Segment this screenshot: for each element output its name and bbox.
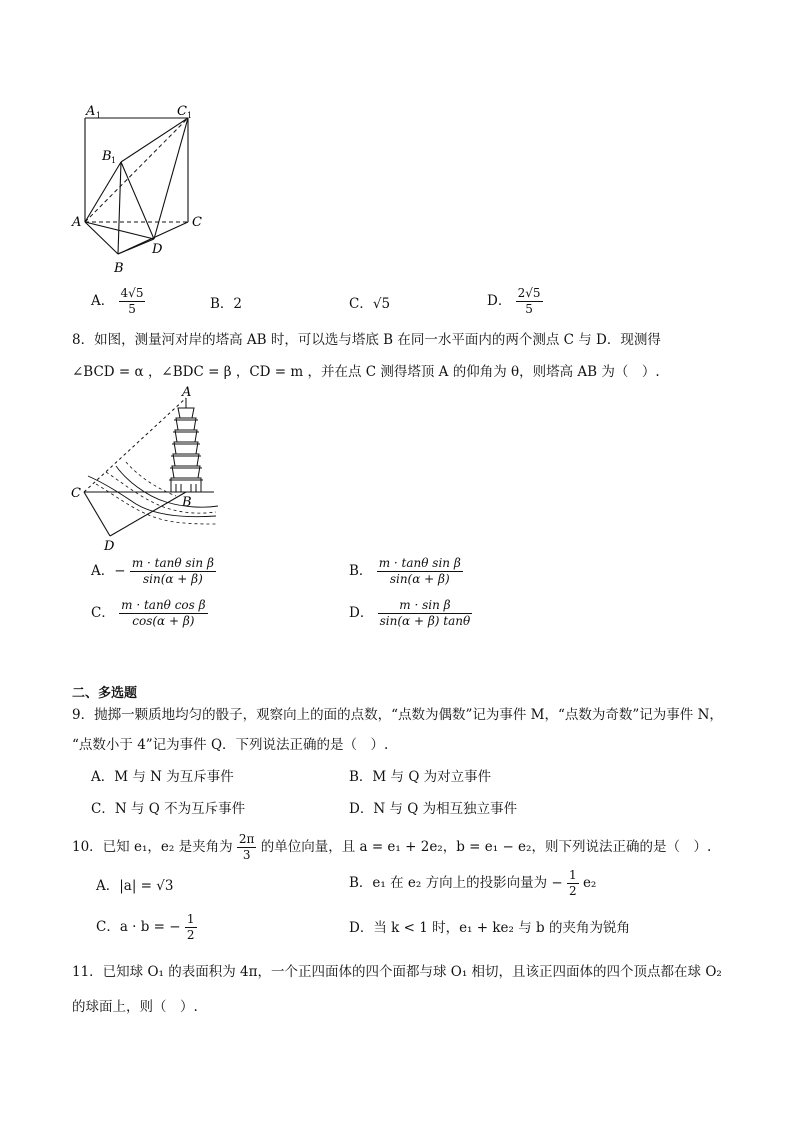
q9-option-b[interactable]: B．M 与 Q 为对立事件 xyxy=(349,769,492,785)
section-title: 二、多选题 xyxy=(72,686,138,701)
q11-line-1: 11．已知球 O₁ 的表面积为 4π，一个正四面体的四个面都与球 O₁ 相切，且该正四面体的四个顶点都在球 O₂ xyxy=(72,964,722,980)
fraction: $\frac{4√5}{5}$ xyxy=(120,286,144,316)
option-letter: C． xyxy=(91,605,115,621)
fraction: $\frac{\text{m · tanθ cos β}}{\cos(\alpha + \beta)}$ xyxy=(121,598,206,628)
q8-option-a[interactable] xyxy=(91,556,216,587)
q9-option-d[interactable]: D．N 与 Q 为相互独立事件 xyxy=(349,801,518,817)
fraction: $\frac{\text{m · tanθ sin β}}{\sin(\alpha + \beta)}$ xyxy=(378,556,461,586)
q9-line-1: 9．抛掷一颗质地均匀的骰子，观察向上的面的点数，“点数为偶数”记为事件 M，“点数为奇数”记为事件 N， xyxy=(72,707,723,723)
q10-suffix: 的单位向量，且 a = e₁ + 2e₂，b = e₁ − e₂，则下列说法正确的是（ ）. xyxy=(260,839,712,855)
q9-option-c[interactable]: C．N 与 Q 不为互斥事件 xyxy=(91,801,246,817)
label-b: B xyxy=(114,261,124,276)
option-letter: D． xyxy=(349,605,374,621)
option-text: √5 xyxy=(372,296,391,312)
label-c: C xyxy=(71,486,81,501)
q7-option-b[interactable] xyxy=(210,293,242,315)
q9-line-2: “点数小于 4”记为事件 Q．下列说法正确的是（ ）. xyxy=(72,737,389,753)
fraction: $\frac{1}{2}$ xyxy=(186,912,195,942)
q8-line-1: 8．如图，测量河对岸的塔高 AB 时，可以选与塔底 B 在同一水平面内的两个测点 C 与 D．现测得 xyxy=(72,332,661,348)
option-text-suffix: e₂ xyxy=(582,875,597,891)
label-b1-sub: 1 xyxy=(111,156,117,165)
label-a: A xyxy=(182,385,192,400)
fraction: $\frac{1}{2}$ xyxy=(569,868,577,898)
label-a1: A xyxy=(86,104,96,119)
label-c1: C xyxy=(177,104,187,119)
tower-figure xyxy=(66,384,226,554)
option-letter: B． xyxy=(349,563,373,579)
prism-figure xyxy=(66,96,216,281)
option-letter: A． xyxy=(91,293,115,309)
q8-line-2: ∠BCD = α ，∠BDC = β ，CD = m ，并在点 C 测得塔顶 A 的仰角为 θ，则塔高 AB 为（ ）. xyxy=(72,364,660,380)
q8-option-d[interactable] xyxy=(349,598,472,629)
label-b1: B xyxy=(102,149,112,164)
label-d: D xyxy=(152,242,163,257)
option-letter: D． xyxy=(487,293,512,309)
q10-prefix: 10．已知 e₁，e₂ 是夹角为 xyxy=(72,839,233,855)
option-letter: B． xyxy=(210,296,234,312)
q7-option-c[interactable] xyxy=(349,293,390,315)
q10-option-c[interactable] xyxy=(96,912,197,943)
option-letter: A． xyxy=(91,563,115,579)
label-a1-sub: 1 xyxy=(96,111,102,120)
q8-option-b[interactable] xyxy=(349,556,463,587)
angle-fraction: $\frac{2\pi}{3}$ xyxy=(238,832,255,862)
label-c1-sub: 1 xyxy=(187,111,193,120)
fraction: $\frac{\text{m · tanθ sin β}}{\sin(\alpha + \beta)}$ xyxy=(131,556,214,586)
option-text: C．a · b = − xyxy=(96,919,181,935)
label-b: B xyxy=(182,495,192,510)
label-d: D xyxy=(104,539,115,554)
label-c: C xyxy=(192,215,202,230)
q9-option-a[interactable]: A．M 与 N 为互斥事件 xyxy=(91,769,234,785)
q11-line-2: 的球面上，则（ ）. xyxy=(72,999,198,1015)
q10-option-b[interactable] xyxy=(349,868,596,899)
q10-stem xyxy=(72,832,711,863)
q8-option-c[interactable] xyxy=(91,598,208,629)
q7-option-d[interactable] xyxy=(487,286,543,317)
fraction: $\frac{2√5}{5}$ xyxy=(517,286,541,316)
minus-sign: − xyxy=(114,563,126,579)
option-text: 2 xyxy=(233,296,243,312)
option-text: B．e₁ 在 e₂ 方向上的投影向量为 − xyxy=(349,875,563,891)
label-a: A xyxy=(72,215,82,230)
q10-option-d[interactable]: D．当 k < 1 时，e₁ + ke₂ 与 b 的夹角为锐角 xyxy=(349,920,630,936)
fraction: $\frac{\text{m · sin β}}{\sin(\alpha + \beta) \tan\theta}$ xyxy=(379,598,471,628)
q7-option-a[interactable] xyxy=(91,286,145,317)
option-letter: C． xyxy=(349,296,373,312)
q10-option-a[interactable]: A．|a| = √3 xyxy=(96,878,174,894)
